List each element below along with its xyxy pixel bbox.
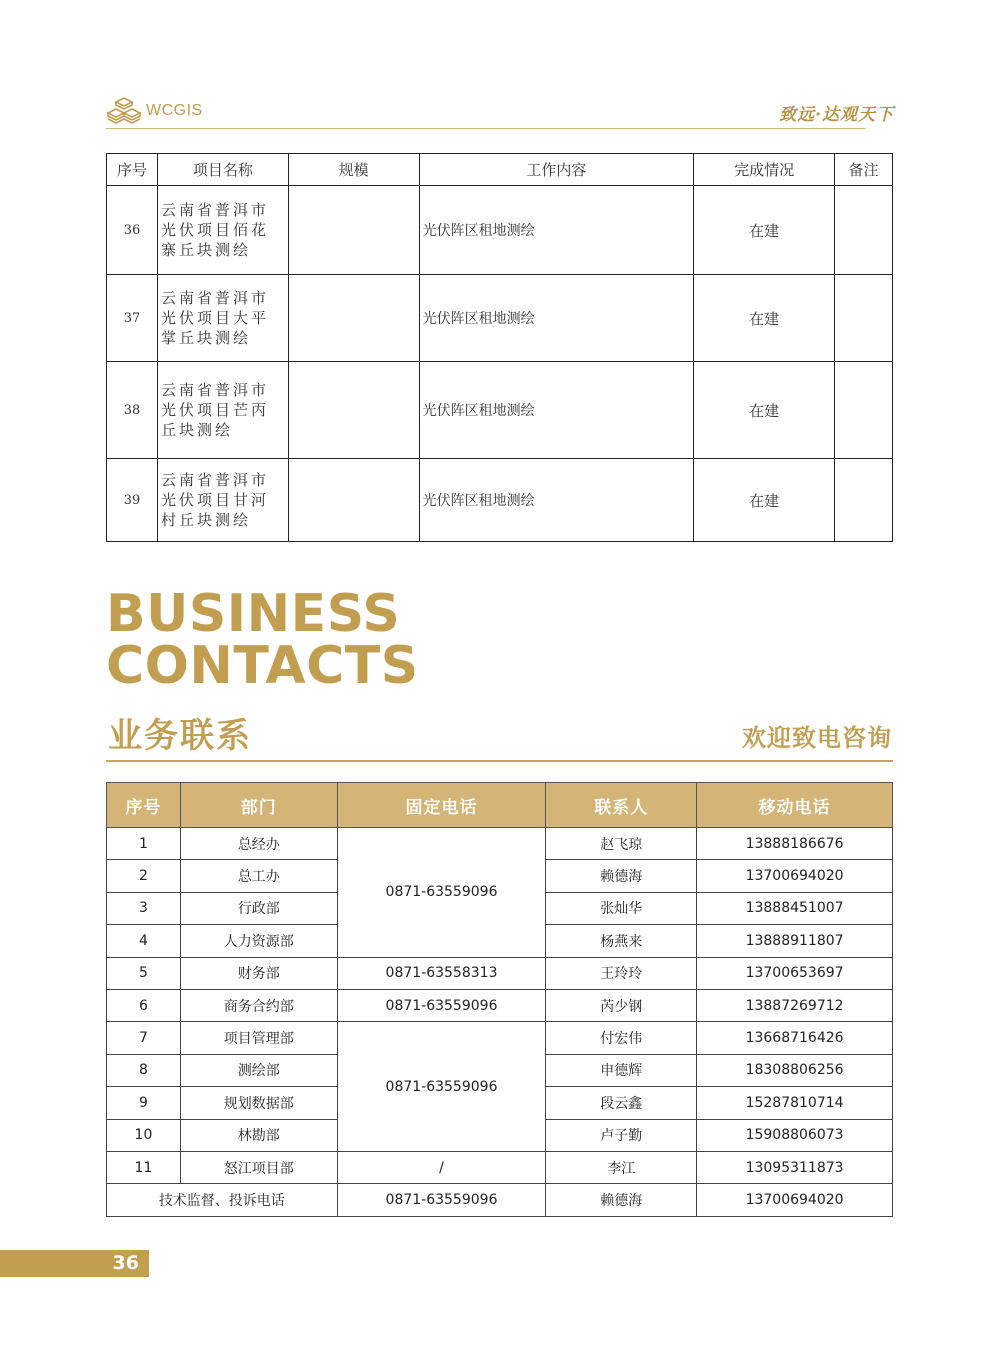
header-divider <box>106 128 866 129</box>
project-scale <box>288 362 419 459</box>
mobile: 13095311873 <box>697 1151 893 1183</box>
mobile: 13700653697 <box>697 957 893 989</box>
landline: 0871-63559096 <box>337 828 546 958</box>
work-content: 光伏阵区租地测绘 <box>419 186 694 275</box>
table-row <box>107 362 893 459</box>
table-row <box>107 459 893 542</box>
column-header: 规模 <box>288 154 419 186</box>
column-header: 完成情况 <box>694 154 835 186</box>
landline: / <box>337 1151 546 1183</box>
table-row <box>107 828 893 860</box>
contact-person: 张灿华 <box>546 892 697 924</box>
department: 项目管理部 <box>180 1022 337 1054</box>
table-row <box>107 1151 893 1183</box>
contact-person: 卢子勤 <box>546 1119 697 1151</box>
page-header <box>106 96 894 130</box>
welcome-text: 欢迎致电咨询 <box>742 724 892 752</box>
table-row <box>107 957 893 989</box>
mobile: 13700694020 <box>697 860 893 892</box>
department: 总工办 <box>180 860 337 892</box>
table-row <box>107 1022 893 1054</box>
business-contacts-title-cn: 业务联系 <box>108 716 252 756</box>
page-number: 36 <box>112 1252 139 1274</box>
slogan: 致远·达观天下 <box>779 105 894 125</box>
row-index: 1 <box>107 828 181 860</box>
landline: 0871-63558313 <box>337 957 546 989</box>
contact-person: 杨燕来 <box>546 925 697 957</box>
note <box>835 362 893 459</box>
contact-person: 李江 <box>546 1151 697 1183</box>
title-line-1: BUSINESS <box>106 584 401 644</box>
mobile: 15287810714 <box>697 1087 893 1119</box>
contact-person: 王玲玲 <box>546 957 697 989</box>
table-row <box>107 989 893 1021</box>
contact-person: 赖德海 <box>546 860 697 892</box>
row-index: 37 <box>107 275 158 362</box>
landline: 0871-63559096 <box>337 989 546 1021</box>
department: 商务合约部 <box>180 989 337 1021</box>
row-index: 2 <box>107 860 181 892</box>
project-name: 云南省普洱市光伏项目甘河村丘块测绘 <box>157 459 288 542</box>
row-index: 11 <box>107 1151 181 1183</box>
row-index: 7 <box>107 1022 181 1054</box>
completion-status: 在建 <box>694 459 835 542</box>
contact-person: 付宏伟 <box>546 1022 697 1054</box>
column-header: 固定电话 <box>337 783 546 828</box>
row-index: 10 <box>107 1119 181 1151</box>
project-name: 云南省普洱市光伏项目芒丙丘块测绘 <box>157 362 288 459</box>
column-header: 联系人 <box>546 783 697 828</box>
work-content: 光伏阵区租地测绘 <box>419 459 694 542</box>
column-header: 序号 <box>107 154 158 186</box>
contacts-table <box>106 782 893 1217</box>
contact-person: 段云鑫 <box>546 1087 697 1119</box>
contact-person: 赵飞琼 <box>546 828 697 860</box>
table-footer-row <box>107 1184 893 1216</box>
department: 林勘部 <box>180 1119 337 1151</box>
landline: 0871-63559096 <box>337 1022 546 1152</box>
mobile: 13700694020 <box>697 1184 893 1216</box>
contact-person: 申德辉 <box>546 1054 697 1086</box>
note <box>835 186 893 275</box>
project-table <box>106 153 893 542</box>
column-header: 备注 <box>835 154 893 186</box>
project-scale <box>288 459 419 542</box>
department: 人力资源部 <box>180 925 337 957</box>
row-index: 4 <box>107 925 181 957</box>
table-row <box>107 275 893 362</box>
row-index: 6 <box>107 989 181 1021</box>
column-header: 序号 <box>107 783 181 828</box>
note <box>835 459 893 542</box>
department: 怒江项目部 <box>180 1151 337 1183</box>
mobile: 18308806256 <box>697 1054 893 1086</box>
completion-status: 在建 <box>694 186 835 275</box>
project-scale <box>288 275 419 362</box>
table-header-row <box>107 154 893 186</box>
department: 测绘部 <box>180 1054 337 1086</box>
contact-person: 赖德海 <box>546 1184 697 1216</box>
column-header: 移动电话 <box>697 783 893 828</box>
mobile: 13888911807 <box>697 925 893 957</box>
department: 行政部 <box>180 892 337 924</box>
landline: 0871-63559096 <box>337 1184 546 1216</box>
logo <box>106 96 203 126</box>
table-row <box>107 186 893 275</box>
table-header-row <box>107 783 893 828</box>
mobile: 13887269712 <box>697 989 893 1021</box>
row-index: 39 <box>107 459 158 542</box>
row-index: 3 <box>107 892 181 924</box>
row-index: 38 <box>107 362 158 459</box>
stacked-cubes-logo-icon <box>106 96 142 126</box>
note <box>835 275 893 362</box>
project-scale <box>288 186 419 275</box>
work-content: 光伏阵区租地测绘 <box>419 362 694 459</box>
project-name: 云南省普洱市光伏项目佰花寨丘块测绘 <box>157 186 288 275</box>
complaint-line-label: 技术监督、投诉电话 <box>107 1184 338 1216</box>
completion-status: 在建 <box>694 275 835 362</box>
department: 规划数据部 <box>180 1087 337 1119</box>
contact-person: 芮少钢 <box>546 989 697 1021</box>
row-index: 36 <box>107 186 158 275</box>
project-name: 云南省普洱市光伏项目大平掌丘块测绘 <box>157 275 288 362</box>
title-line-2: CONTACTS <box>106 636 419 696</box>
logo-text: WCGIS <box>146 102 203 119</box>
department: 总经办 <box>180 828 337 860</box>
completion-status: 在建 <box>694 362 835 459</box>
column-header: 项目名称 <box>157 154 288 186</box>
mobile: 13888451007 <box>697 892 893 924</box>
section-divider <box>106 760 893 762</box>
department: 财务部 <box>180 957 337 989</box>
mobile: 15908806073 <box>697 1119 893 1151</box>
row-index: 5 <box>107 957 181 989</box>
business-contacts-title <box>106 584 419 696</box>
mobile: 13888186676 <box>697 828 893 860</box>
work-content: 光伏阵区租地测绘 <box>419 275 694 362</box>
column-header: 部门 <box>180 783 337 828</box>
row-index: 9 <box>107 1087 181 1119</box>
page-number-band <box>0 1250 149 1277</box>
row-index: 8 <box>107 1054 181 1086</box>
column-header: 工作内容 <box>419 154 694 186</box>
mobile: 13668716426 <box>697 1022 893 1054</box>
